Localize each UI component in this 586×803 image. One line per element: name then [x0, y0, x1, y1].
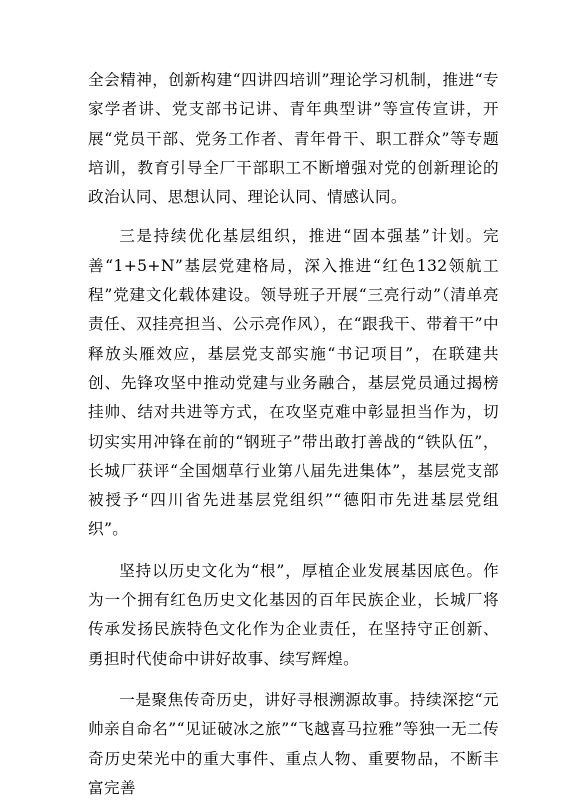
- paragraph-grassroots-organization: 三是持续优化基层组织，推进“固本强基”计划。完善“1+5+N”基层党建格局，深入推进“红色132领航工程”党建文化载体建设。领导班子开展“三亮行动”（清单亮责任、双挂亮担当、公示亮作风），在“跟我干、带着干”中释放头雁效应，基层党支部实施“书记项目”，在联建共创、先锋攻坚中推动党建与业务融合，基层党员通过揭榜挂帅、结对共进等方式，在攻坚克难中彰显担当作为，切切实实用冲锋在前的“钢班子”带出敢打善战的“铁队伍”，长城厂获评“全国烟草行业第八届先进集体”，基层党支部被授予“四川省先进基层党组织”“德阳市先进基层党组织”。: [88, 227, 499, 539]
- paragraph-history-culture: 坚持以历史文化为“根”，厚植企业发展基因底色。作为一个拥有红色历史文化基因的百年民族企业，长城厂将传承发扬民族特色文化作为企业责任，在坚持守正创新、勇担时代使命中讲好故事、续写辉煌。: [88, 561, 499, 668]
- paragraph-continued-training: 全会精神，创新构建“四讲四培训”理论学习机制，推进“专家学者讲、党支部书记讲、青年典型讲”等宣传宣讲，开展“党员干部、党务工作者、青年骨干、职工群众”等专题培训，教育引导全厂干部职工不断增强对党的创新理论的政治认同、思想认同、理论认同、情感认同。: [88, 71, 499, 207]
- paragraph-legendary-history: 一是聚焦传奇历史，讲好寻根溯源故事。持续深挖“元帅亲自命名”“见证破冰之旅”“飞越喜马拉雅”等独一无二传奇历史荣光中的重大事件、重点人物、重要物品，不断丰富完善: [88, 690, 499, 797]
- document-body: [88, 66, 499, 803]
